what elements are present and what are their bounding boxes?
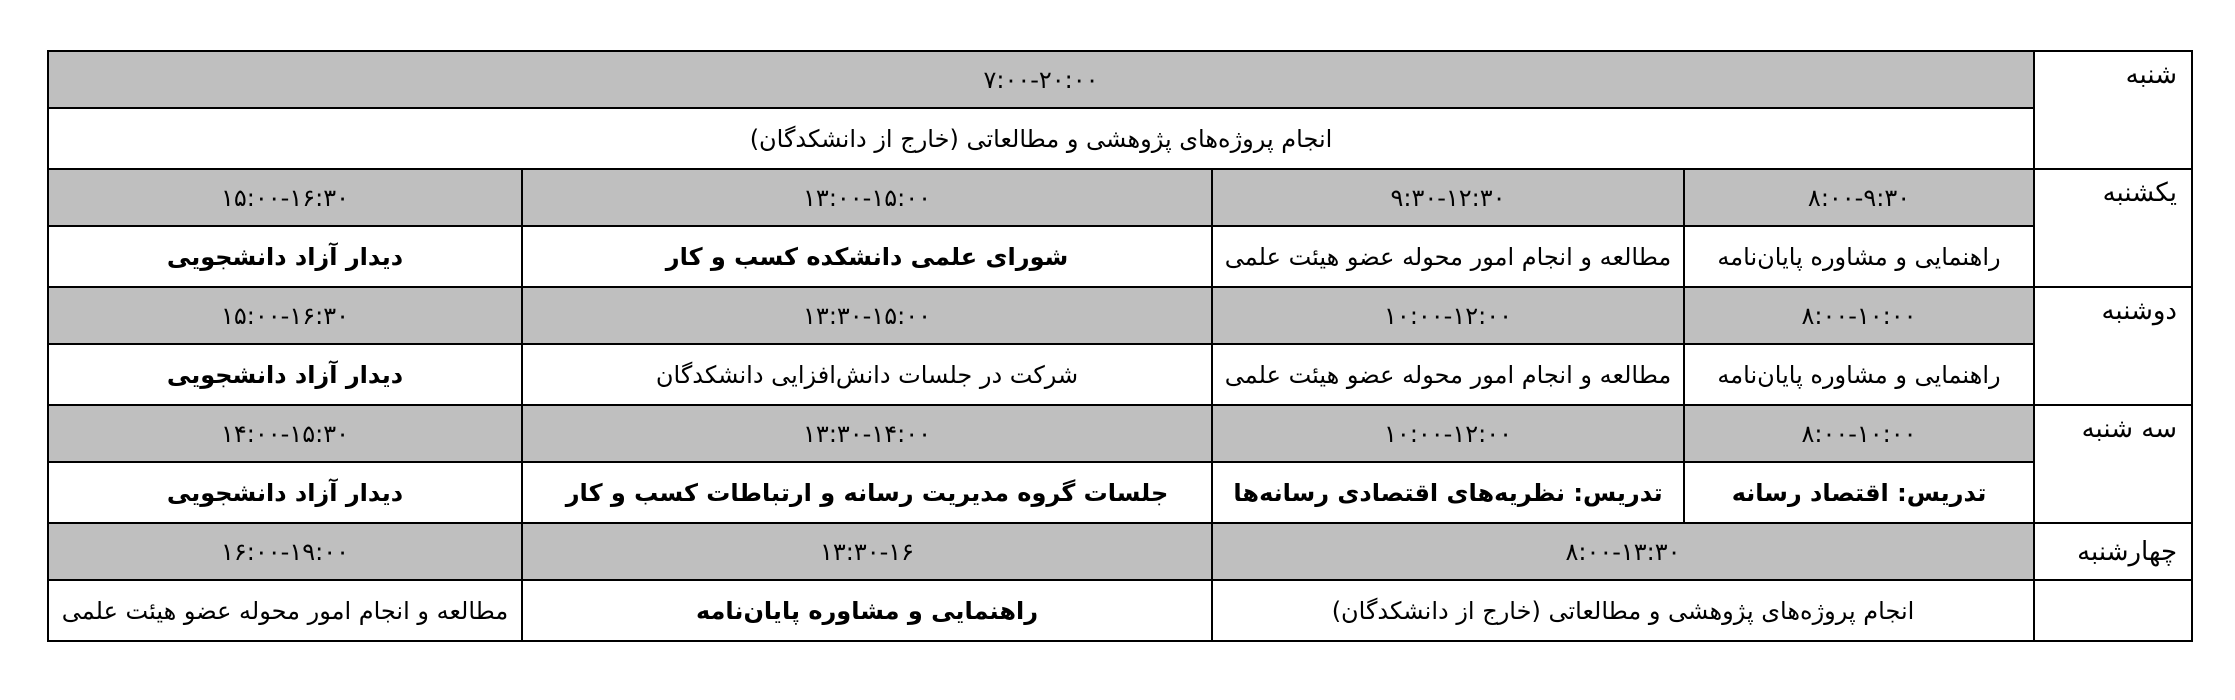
- activity-cell: دیدار آزاد دانشجویی: [48, 462, 522, 523]
- activity-cell: راهنمایی و مشاوره پایان‌نامه: [522, 580, 1212, 641]
- time-cell: ۹:۳۰-۱۲:۳۰: [1212, 169, 1684, 226]
- saturday-time-row: [48, 51, 2192, 108]
- time-cell: ۱۳:۳۰-۱۶: [522, 523, 1212, 580]
- time-cell: ۱۳:۳۰-۱۵:۰۰: [522, 287, 1212, 344]
- sunday-activity-row: [48, 226, 2192, 287]
- time-cell: ۱۵:۰۰-۱۶:۳۰: [48, 287, 522, 344]
- activity-cell: انجام پروژه‌های پژوهشی و مطالعاتی (خارج از دانشکدگان): [1212, 580, 2034, 641]
- tuesday-time-row: [48, 405, 2192, 462]
- activity-cell: شرکت در جلسات دانش‌افزایی دانشکدگان: [522, 344, 1212, 405]
- tuesday-activity-row: [48, 462, 2192, 523]
- day-saturday: شنبه: [2034, 51, 2192, 169]
- time-cell: ۱۴:۰۰-۱۵:۳۰: [48, 405, 522, 462]
- activity-cell: مطالعه و انجام امور محوله عضو هیئت علمی: [1212, 226, 1684, 287]
- monday-time-row: [48, 287, 2192, 344]
- time-cell: ۷:۰۰-۲۰:۰۰: [48, 51, 2034, 108]
- day-tuesday: سه شنبه: [2034, 405, 2192, 523]
- time-cell: ۱۰:۰۰-۱۲:۰۰: [1212, 405, 1684, 462]
- activity-cell: انجام پروژه‌های پژوهشی و مطالعاتی (خارج از دانشکدگان): [48, 108, 2034, 169]
- activity-cell: جلسات گروه مدیریت رسانه و ارتباطات کسب و کار: [522, 462, 1212, 523]
- activity-cell: راهنمایی و مشاوره پایان‌نامه: [1684, 226, 2034, 287]
- activity-cell: دیدار آزاد دانشجویی: [48, 226, 522, 287]
- activity-cell: مطالعه و انجام امور محوله عضو هیئت علمی: [48, 580, 522, 641]
- time-cell: ۱۳:۰۰-۱۵:۰۰: [522, 169, 1212, 226]
- empty-day-cell: [2034, 580, 2192, 641]
- day-monday: دوشنبه: [2034, 287, 2192, 405]
- weekly-schedule-table: [47, 50, 2193, 642]
- activity-cell: دیدار آزاد دانشجویی: [48, 344, 522, 405]
- time-cell: ۸:۰۰-۱۰:۰۰: [1684, 405, 2034, 462]
- time-cell: ۱۰:۰۰-۱۲:۰۰: [1212, 287, 1684, 344]
- monday-activity-row: [48, 344, 2192, 405]
- time-cell: ۱۵:۰۰-۱۶:۳۰: [48, 169, 522, 226]
- day-sunday: یکشنبه: [2034, 169, 2192, 287]
- day-wednesday: چهارشنبه: [2034, 523, 2192, 580]
- wednesday-time-row: [48, 523, 2192, 580]
- wednesday-activity-row: [48, 580, 2192, 641]
- activity-cell: شورای علمی دانشکده کسب و کار: [522, 226, 1212, 287]
- saturday-activity-row: [48, 108, 2192, 169]
- activity-cell: مطالعه و انجام امور محوله عضو هیئت علمی: [1212, 344, 1684, 405]
- activity-cell: تدریس: اقتصاد رسانه: [1684, 462, 2034, 523]
- sunday-time-row: [48, 169, 2192, 226]
- time-cell: ۱۳:۳۰-۱۴:۰۰: [522, 405, 1212, 462]
- time-cell: ۸:۰۰-۱۰:۰۰: [1684, 287, 2034, 344]
- time-cell: ۸:۰۰-۹:۳۰: [1684, 169, 2034, 226]
- time-cell: ۸:۰۰-۱۳:۳۰: [1212, 523, 2034, 580]
- activity-cell: راهنمایی و مشاوره پایان‌نامه: [1684, 344, 2034, 405]
- time-cell: ۱۶:۰۰-۱۹:۰۰: [48, 523, 522, 580]
- activity-cell: تدریس: نظریه‌های اقتصادی رسانه‌ها: [1212, 462, 1684, 523]
